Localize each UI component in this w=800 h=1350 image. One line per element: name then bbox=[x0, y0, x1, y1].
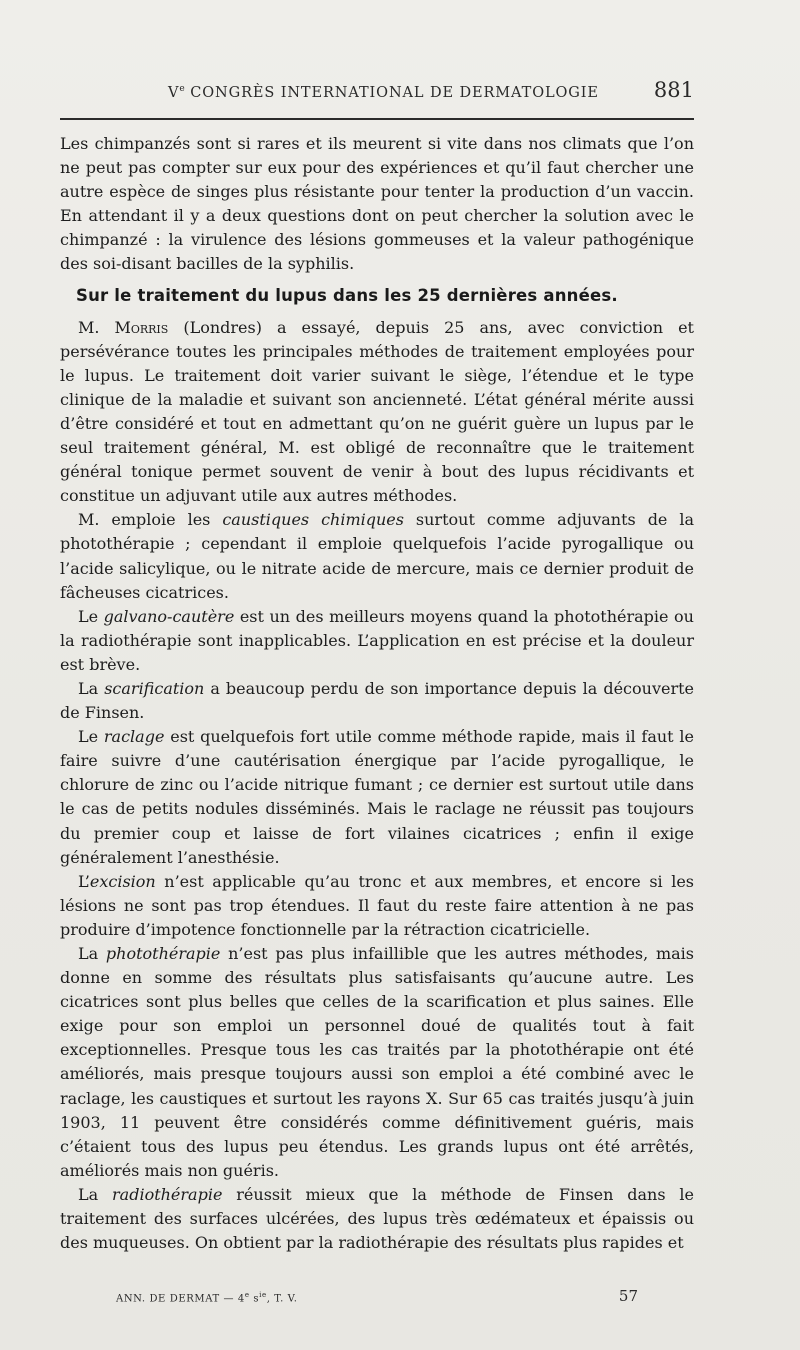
italic-term: galvano-cautère bbox=[103, 606, 235, 626]
journal-reference bbox=[116, 1291, 298, 1304]
journal-superscript: e bbox=[244, 1291, 250, 1299]
paragraph-text: réussit mieux que la méthode de Finsen dans le traitement des surfaces ulcérées, des lupus très œdémateux et épaissis ou des muqueuses. On obtient par la radiothérapie des résultats plus rapides et bbox=[60, 1184, 694, 1253]
header-rule bbox=[60, 118, 694, 120]
paragraph-text: est un des meilleurs moyens quand la photothérapie ou la radiothérapie sont inapplicables. L’application en est précise et la douleur est brève. bbox=[60, 606, 694, 674]
paragraph-text: (Londres) a essayé, depuis 25 ans, avec conviction et persévérance toutes les principales méthodes de traitement employées pour le lupus. Le traitement doit varier suivant le siège, l’étendue et le type clinique de la maladie et suivant son ancienneté. L’état général mérite aussi d’être considéré et tout en admettant qu’on ne guérit guère un lupus par le seul traitement général, M. est obligé de reconnaître que le traitement général tonique permet souvent de venir à bout des lupus récidivants et constitue un adjuvant utile aux autres méthodes. bbox=[60, 317, 694, 506]
intro-paragraph: Les chimpanzés sont si rares et ils meurent si vite dans nos climats que l’on ne peut pas compter sur eux pour des expériences et qu’il faut chercher une autre espèce de singes plus résistante pour tenter la production d’un vaccin. En attendant il y a deux questions dont on peut chercher la solution avec le chimpanzé : la virulence des lésions gommeuses et la valeur pathogénique des soi-disant bacilles de la syphilis. bbox=[60, 134, 694, 274]
paragraph-galvano bbox=[60, 605, 694, 677]
paragraph-text: M. emploie les bbox=[78, 510, 223, 530]
paragraph-raclage bbox=[60, 725, 694, 870]
paragraph-excision bbox=[60, 870, 694, 942]
italic-term: raclage bbox=[103, 727, 165, 747]
running-title-text: CONGRÈS INTERNATIONAL DE DERMATOLOGIE bbox=[190, 84, 599, 101]
journal-superscript: ie bbox=[259, 1291, 267, 1299]
journal-text: ANN. DE DERMAT — 4 bbox=[116, 1293, 245, 1305]
paragraph-text: n’est pas plus infaillible que les autres méthodes, mais donne en somme des résultats plus satisfaisants qu’aucune autre. Les cicatrices sont plus belles que celles de la scarification et plus saines. Elle exige pour son emploi un personnel doué de qualités tout à fait exceptionnelles. Presque tous les cas traités par la photothérapie ont été améliorés, mais presque toujours aussi son emploi a été combiné avec le raclage, les caustiques et surtout les rayons X. Sur 65 cas traités jusqu’à juin 1903, 11 peuvent être considérés comme définitivement guéris, mais c’étaient tous des lupus peu étendus. Les grands lupus ont été arrêtés, améliorés mais non guéris. bbox=[60, 944, 694, 1180]
paragraph-text: La bbox=[78, 1184, 113, 1204]
paragraph-text: Le bbox=[78, 727, 104, 747]
paragraph-radiotherapie bbox=[60, 1183, 694, 1255]
paragraph-text: n’est applicable qu’au tronc et aux membres, et encore si les lésions ne sont pas trop étendues. Il faut du reste faire attention à ne pas produire d’impotence fonctionnelle par la rétraction cicatricielle. bbox=[60, 871, 694, 939]
italic-term: photothérapie bbox=[105, 944, 221, 963]
author-name: Morris bbox=[114, 317, 169, 337]
italic-term: radiothérapie bbox=[112, 1184, 223, 1204]
paragraph-text: est quelquefois fort utile comme méthode rapide, mais il faut le faire suivre d’une cautérisation énergique par l’acide pyrogallique, le chlorure de zinc ou l’acide nitrique fumant ; ce dernier est surtout utile dans le cas de petits nodules disséminés. Mais le raclage ne réussit pas toujours du premier coup et laisse de fort vilaines cicatrices ; enfin il exige généralement l’anesthésie. bbox=[60, 727, 694, 867]
paragraph-text: La bbox=[78, 944, 106, 963]
paragraph-morris bbox=[60, 316, 694, 509]
italic-term: caustiques chimiques bbox=[222, 510, 404, 530]
author-prefix: M. bbox=[78, 317, 100, 337]
paragraph-text: a beaucoup perdu de son importance depuis la découverte de Finsen. bbox=[60, 678, 695, 723]
paragraph-text: surtout comme adjuvants de la photothérapie ; cependant il emploie quelquefois l’acide pyrogallique ou l’acide salicylique, ou le nitrate acide de mercure, mais ce dernier produit de fâcheuses cicatrices. bbox=[60, 510, 694, 602]
signature-mark: 57 bbox=[618, 1287, 638, 1305]
paragraph-text: Le bbox=[78, 606, 104, 626]
paragraph-scarification bbox=[60, 677, 694, 725]
series-suffix: e bbox=[179, 84, 185, 94]
journal-text: s bbox=[249, 1293, 260, 1305]
paragraph-phototherapie bbox=[60, 942, 694, 1183]
page-body bbox=[60, 132, 694, 1255]
series-numeral: V bbox=[168, 84, 180, 101]
paragraph-caustiques bbox=[60, 508, 694, 604]
italic-term: excision bbox=[89, 871, 156, 891]
italic-term: scarification bbox=[104, 678, 205, 698]
page-footer bbox=[116, 1287, 646, 1309]
paragraph-text: L’ bbox=[78, 871, 90, 891]
section-heading: Sur le traitement du lupus dans les 25 dernières années. bbox=[76, 285, 618, 305]
running-header bbox=[60, 78, 696, 108]
page-number: 881 bbox=[653, 78, 694, 102]
running-title bbox=[168, 84, 599, 101]
journal-text: , T. V. bbox=[266, 1293, 298, 1305]
paragraph-text: La bbox=[78, 678, 105, 698]
